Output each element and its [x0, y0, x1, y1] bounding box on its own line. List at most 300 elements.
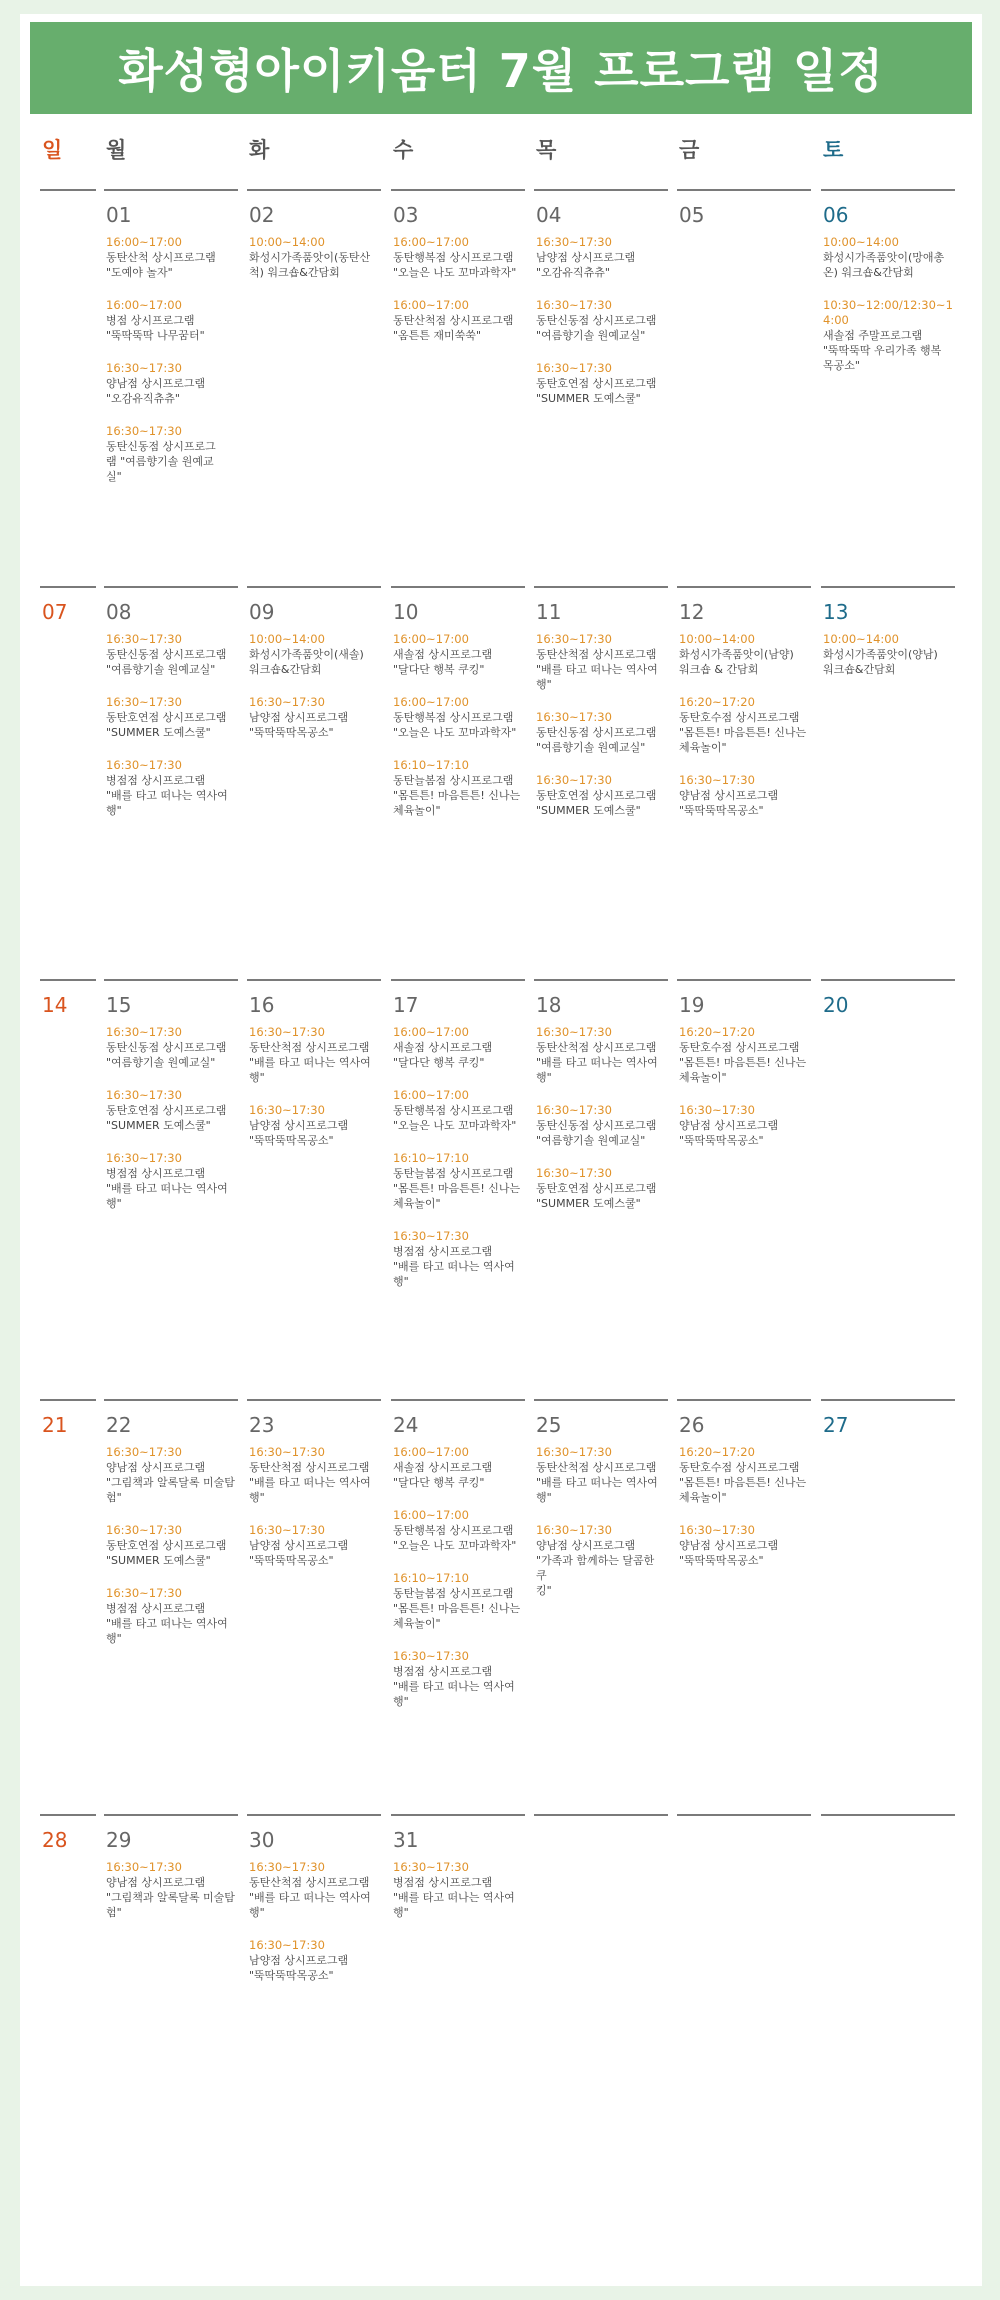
event-item: [106, 1151, 238, 1211]
event-item: [536, 1166, 668, 1211]
event-name: 화성시가족품앗이(새솔) 워크숍&간담회: [249, 648, 364, 676]
event-item: [823, 235, 955, 280]
event-time: 10:00~14:00: [823, 632, 899, 646]
event-time: 16:30~17:30: [106, 1445, 182, 1459]
day-divider: [677, 189, 811, 191]
event-time: 16:00~17:00: [393, 1445, 469, 1459]
event-item: [106, 298, 238, 343]
event-time: 16:30~17:30: [106, 361, 182, 375]
day-divider: [821, 586, 955, 588]
day-divider: [391, 1814, 525, 1816]
event-item: [393, 1088, 525, 1133]
event-time: 16:30~17:30: [106, 632, 182, 646]
calendar-grid: [20, 14, 982, 2286]
day-divider: [677, 1814, 811, 1816]
day-number: 01: [106, 203, 132, 227]
event-name: 병점점 상시프로그램 "배를 타고 떠나는 역사여행": [106, 1602, 228, 1645]
day-divider: [104, 189, 238, 191]
event-item: [536, 773, 668, 818]
event-name: 동탄늘봄점 상시프로그램 "몸튼튼! 마음튼튼! 신나는 체육놀이": [393, 1587, 521, 1630]
event-time: 16:30~17:30: [249, 1523, 325, 1537]
event-name: 남양점 상시프로그램 "뚝딱뚝딱목공소": [249, 1954, 349, 1982]
event-time: 16:30~17:30: [536, 235, 612, 249]
day-number: 02: [249, 203, 275, 227]
event-name: 병점점 상시프로그램 "배를 타고 떠나는 역사여행": [393, 1665, 515, 1708]
event-time: 16:30~17:30: [536, 1445, 612, 1459]
event-time: 16:30~17:30: [249, 1025, 325, 1039]
event-list: [106, 1025, 238, 1229]
day-divider: [391, 189, 525, 191]
event-time: 10:00~14:00: [249, 235, 325, 249]
day-number: 07: [42, 600, 68, 624]
event-item: [536, 632, 668, 692]
event-time: 16:30~17:30: [106, 1523, 182, 1537]
weekday-label: 금: [679, 138, 700, 162]
event-time: 16:30~17:30: [106, 1088, 182, 1102]
event-name: 동탄신동점 상시프로그 램 "여름향기솔 원예교 실": [106, 440, 216, 483]
event-item: [106, 1586, 238, 1646]
day-cell: [40, 586, 96, 971]
day-divider: [247, 189, 381, 191]
event-time: 16:30~17:30: [106, 1151, 182, 1165]
event-name: 새솔점 주말프로그램 "뚝딱뚝딱 우리가족 행복 목공소": [823, 329, 942, 372]
event-time: 16:30~17:30: [536, 1103, 612, 1117]
event-list: [249, 1860, 381, 2001]
event-item: [393, 695, 525, 740]
event-list: [679, 632, 811, 836]
event-time: 16:00~17:00: [106, 235, 182, 249]
event-name: 동탄행복점 상시프로그램 "오늘은 나도 꼬마과학자": [393, 711, 517, 739]
day-cell: [391, 1814, 525, 2214]
event-list: [679, 1445, 811, 1586]
event-time: 16:00~17:00: [393, 632, 469, 646]
day-number: 28: [42, 1828, 68, 1852]
day-cell: [247, 189, 381, 579]
event-item: [393, 1445, 525, 1490]
day-number: 11: [536, 600, 562, 624]
event-time: 16:00~17:00: [393, 1508, 469, 1522]
event-list: [106, 235, 238, 502]
event-time: 16:00~17:00: [393, 695, 469, 709]
day-cell: [821, 1814, 955, 2214]
day-divider: [677, 586, 811, 588]
event-item: [536, 710, 668, 755]
day-divider: [247, 1814, 381, 1816]
day-cell: [104, 1814, 238, 2214]
event-time: 16:30~17:30: [106, 1860, 182, 1874]
event-time: 16:30~17:30: [679, 773, 755, 787]
day-number: 04: [536, 203, 562, 227]
event-name: 동탄호연점 상시프로그램 "SUMMER 도예스쿨": [106, 711, 227, 739]
day-cell: [40, 979, 96, 1389]
page-title: 화성형아이키움터 7월 프로그램 일정: [118, 44, 884, 98]
day-divider: [40, 1814, 96, 1816]
event-item: [106, 1860, 238, 1920]
event-name: 화성시가족품앗이(양남) 워크숍&간담회: [823, 648, 938, 676]
event-time: 16:30~17:30: [249, 695, 325, 709]
day-number: 30: [249, 1828, 275, 1852]
event-time: 16:30~17:30: [536, 361, 612, 375]
event-item: [249, 1860, 381, 1920]
event-list: [249, 1025, 381, 1166]
day-number: 27: [823, 1413, 849, 1437]
day-cell: [104, 586, 238, 971]
day-divider: [534, 189, 668, 191]
event-name: 동탄신동점 상시프로그램 "여름향기솔 원예교실": [106, 1041, 227, 1069]
event-time: 16:30~17:30: [536, 1166, 612, 1180]
day-number: 23: [249, 1413, 275, 1437]
day-cell: [391, 979, 525, 1389]
day-cell: [677, 189, 811, 579]
day-cell: [104, 979, 238, 1389]
day-cell: [40, 189, 96, 579]
day-divider: [534, 586, 668, 588]
event-name: 새솔점 상시프로그램 "달다단 행복 쿠킹": [393, 1461, 493, 1489]
day-cell: [534, 189, 668, 579]
event-name: 동탄호연점 상시프로그램 "SUMMER 도예스쿨": [536, 1182, 657, 1210]
event-item: [679, 1523, 811, 1568]
event-name: 동탄산척점 상시프로그램 "배를 타고 떠나는 역사여행": [536, 1041, 658, 1084]
event-name: 동탄산척점 상시프로그램 "배를 타고 떠나는 역사여행": [536, 648, 658, 691]
event-time: 16:30~17:30: [536, 1025, 612, 1039]
event-item: [679, 695, 811, 755]
day-divider: [247, 586, 381, 588]
day-divider: [821, 1814, 955, 1816]
event-time: 16:30~17:30: [679, 1523, 755, 1537]
event-name: 동탄신동점 상시프로그램 "여름향기솔 원예교실": [536, 1119, 657, 1147]
event-time: 16:00~17:00: [393, 1088, 469, 1102]
event-time: 10:00~14:00: [823, 235, 899, 249]
day-number: 13: [823, 600, 849, 624]
event-item: [393, 1649, 525, 1709]
event-name: 병점점 상시프로그램 "배를 타고 떠나는 역사여행": [106, 1167, 228, 1210]
event-item: [249, 1025, 381, 1085]
event-list: [823, 632, 955, 695]
event-item: [106, 235, 238, 280]
event-name: 동탄호연점 상시프로그램 "SUMMER 도예스쿨": [536, 789, 657, 817]
day-divider: [391, 586, 525, 588]
event-name: 동탄행복점 상시프로그램 "오늘은 나도 꼬마과학자": [393, 251, 517, 279]
day-divider: [677, 979, 811, 981]
event-item: [393, 1508, 525, 1553]
day-cell: [247, 1399, 381, 1804]
day-number: 06: [823, 203, 849, 227]
day-number: 24: [393, 1413, 419, 1437]
day-cell: [821, 189, 955, 579]
event-name: 새솔점 상시프로그램 "달다단 행복 쿠킹": [393, 1041, 493, 1069]
event-name: 양남점 상시프로그램 "가족과 함께하는 달콤한 쿠 킹": [536, 1539, 655, 1597]
event-item: [536, 298, 668, 343]
event-item: [106, 1445, 238, 1505]
event-item: [823, 298, 955, 373]
day-number: 21: [42, 1413, 68, 1437]
event-name: 동탄산척점 상시프로그램 "옴튼튼 재미쑥쑥": [393, 314, 514, 342]
event-name: 양남점 상시프로그램 "오감유직츄츄": [106, 377, 206, 405]
day-divider: [534, 1814, 668, 1816]
day-cell: [821, 979, 955, 1389]
day-cell: [677, 1814, 811, 2214]
event-time: 16:10~17:10: [393, 758, 469, 772]
day-number: 18: [536, 993, 562, 1017]
event-name: 남양점 상시프로그램 "오감유직츄츄": [536, 251, 636, 279]
event-time: 16:20~17:20: [679, 1445, 755, 1459]
event-item: [106, 758, 238, 818]
day-number: 05: [679, 203, 705, 227]
event-time: 16:30~17:30: [249, 1445, 325, 1459]
event-time: 16:30~17:30: [106, 1586, 182, 1600]
day-divider: [104, 1399, 238, 1401]
day-cell: [677, 1399, 811, 1804]
weekday-label: 일: [42, 138, 63, 162]
event-time: 16:30~17:30: [536, 298, 612, 312]
day-divider: [104, 979, 238, 981]
event-time: 16:30~17:30: [393, 1229, 469, 1243]
event-list: [106, 1860, 238, 1938]
day-divider: [534, 979, 668, 981]
event-name: 동탄신동점 상시프로그램 "여름향기솔 원예교실": [536, 726, 657, 754]
weekday-label: 화: [249, 138, 270, 162]
event-list: [249, 632, 381, 758]
event-item: [536, 1445, 668, 1505]
event-item: [106, 1025, 238, 1070]
event-name: 양남점 상시프로그램 "뚝딱뚝딱목공소": [679, 1539, 779, 1567]
event-list: [393, 1860, 525, 1938]
event-item: [393, 235, 525, 280]
event-name: 동탄호연점 상시프로그램 "SUMMER 도예스쿨": [536, 377, 657, 405]
event-name: 동탄늘봄점 상시프로그램 "몸튼튼! 마음튼튼! 신나는 체육놀이": [393, 774, 521, 817]
event-time: 16:20~17:20: [679, 1025, 755, 1039]
day-number: 08: [106, 600, 132, 624]
event-name: 동탄행복점 상시프로그램 "오늘은 나도 꼬마과학자": [393, 1104, 517, 1132]
event-item: [393, 1229, 525, 1289]
event-name: 병점점 상시프로그램 "배를 타고 떠나는 역사여행": [106, 774, 228, 817]
event-time: 16:30~17:30: [249, 1938, 325, 1952]
day-cell: [40, 1399, 96, 1804]
day-divider: [247, 979, 381, 981]
event-list: [536, 1025, 668, 1229]
day-number: 09: [249, 600, 275, 624]
event-item: [249, 1938, 381, 1983]
event-item: [536, 1025, 668, 1085]
event-item: [393, 1151, 525, 1211]
day-cell: [104, 1399, 238, 1804]
event-name: 동탄산척점 상시프로그램 "배를 타고 떠나는 역사여행": [249, 1041, 371, 1084]
day-number: 22: [106, 1413, 132, 1437]
event-time: 10:00~14:00: [249, 632, 325, 646]
event-name: 양남점 상시프로그램 "그림책과 알록달록 미술탐험": [106, 1876, 235, 1919]
event-list: [393, 1445, 525, 1727]
event-time: 16:30~17:30: [106, 758, 182, 772]
calendar-page: [20, 14, 982, 2286]
day-number: 26: [679, 1413, 705, 1437]
event-name: 동탄호연점 상시프로그램 "SUMMER 도예스쿨": [106, 1104, 227, 1132]
event-name: 동탄늘봄점 상시프로그램 "몸튼튼! 마음튼튼! 신나는 체육놀이": [393, 1167, 521, 1210]
day-number: 17: [393, 993, 419, 1017]
event-list: [536, 1445, 668, 1616]
event-time: 16:00~17:00: [393, 235, 469, 249]
day-number: 03: [393, 203, 419, 227]
event-item: [249, 1445, 381, 1505]
day-cell: [247, 586, 381, 971]
weekday-label: 월: [106, 138, 127, 162]
day-divider: [104, 1814, 238, 1816]
event-time: 16:10~17:10: [393, 1571, 469, 1585]
event-list: [106, 1445, 238, 1664]
event-name: 양남점 상시프로그램 "뚝딱뚝딱목공소": [679, 789, 779, 817]
day-cell: [534, 1399, 668, 1804]
event-time: 10:00~14:00: [679, 632, 755, 646]
day-number: 20: [823, 993, 849, 1017]
event-name: 동탄산척 상시프로그램 "도예야 놀자": [106, 251, 216, 279]
event-time: 16:30~17:30: [536, 1523, 612, 1537]
event-time: 16:00~17:00: [393, 298, 469, 312]
day-cell: [821, 586, 955, 971]
day-divider: [821, 979, 955, 981]
day-number: 12: [679, 600, 705, 624]
day-divider: [40, 1399, 96, 1401]
event-item: [679, 1025, 811, 1085]
event-name: 병점점 상시프로그램 "배를 타고 떠나는 역사여행": [393, 1245, 515, 1288]
event-list: [393, 1025, 525, 1307]
day-divider: [534, 1399, 668, 1401]
day-divider: [40, 189, 96, 191]
event-name: 양남점 상시프로그램 "뚝딱뚝딱목공소": [679, 1119, 779, 1147]
event-item: [536, 361, 668, 406]
day-number: 19: [679, 993, 705, 1017]
event-item: [679, 632, 811, 677]
event-name: 남양점 상시프로그램 "뚝딱뚝딱목공소": [249, 1119, 349, 1147]
event-name: 병점 상시프로그램 "뚝딱뚝딱 나무꿈터": [106, 314, 205, 342]
event-item: [679, 1103, 811, 1148]
event-name: 병점점 상시프로그램 "배를 타고 떠나는 역사여행": [393, 1876, 515, 1919]
event-item: [536, 1103, 668, 1148]
event-time: 16:00~17:00: [106, 298, 182, 312]
event-item: [823, 632, 955, 677]
day-divider: [821, 189, 955, 191]
event-time: 16:30~17:30: [536, 773, 612, 787]
event-item: [249, 1103, 381, 1148]
event-time: 16:30~17:30: [106, 1025, 182, 1039]
day-divider: [247, 1399, 381, 1401]
day-cell: [391, 189, 525, 579]
event-name: 새솔점 상시프로그램 "달다단 행복 쿠킹": [393, 648, 493, 676]
day-divider: [104, 586, 238, 588]
event-time: 10:30~12:00/12:30~1 4:00: [823, 298, 953, 327]
event-item: [393, 632, 525, 677]
event-time: 16:30~17:30: [106, 424, 182, 438]
event-time: 16:30~17:30: [106, 695, 182, 709]
event-name: 동탄호수점 상시프로그램 "몸튼튼! 마음튼튼! 신나는 체육놀이": [679, 711, 807, 754]
day-cell: [534, 586, 668, 971]
day-divider: [391, 979, 525, 981]
event-item: [393, 1571, 525, 1631]
event-list: [536, 235, 668, 424]
day-divider: [391, 1399, 525, 1401]
day-number: 29: [106, 1828, 132, 1852]
event-item: [393, 298, 525, 343]
event-list: [679, 1025, 811, 1166]
event-item: [679, 773, 811, 818]
day-cell: [821, 1399, 955, 1804]
day-divider: [40, 586, 96, 588]
day-cell: [677, 586, 811, 971]
day-cell: [247, 1814, 381, 2214]
event-name: 동탄신동점 상시프로그램 "여름향기솔 원예교실": [536, 314, 657, 342]
event-item: [249, 695, 381, 740]
day-cell: [104, 189, 238, 579]
event-name: 동탄산척점 상시프로그램 "배를 타고 떠나는 역사여행": [249, 1461, 371, 1504]
event-list: [393, 235, 525, 361]
event-name: 남양점 상시프로그램 "뚝딱뚝딱목공소": [249, 711, 349, 739]
event-item: [679, 1445, 811, 1505]
event-name: 화성시가족품앗이(망애총 온) 워크숍&간담회: [823, 251, 945, 279]
event-time: 16:30~17:30: [393, 1649, 469, 1663]
event-item: [106, 695, 238, 740]
event-name: 동탄호수점 상시프로그램 "몸튼튼! 마음튼튼! 신나는 체육놀이": [679, 1041, 807, 1084]
event-item: [106, 361, 238, 406]
day-cell: [40, 1814, 96, 2214]
event-time: 16:30~17:30: [393, 1860, 469, 1874]
event-item: [393, 1025, 525, 1070]
day-divider: [40, 979, 96, 981]
event-time: 16:30~17:30: [249, 1103, 325, 1117]
weekday-label: 목: [536, 138, 557, 162]
day-divider: [821, 1399, 955, 1401]
day-divider: [677, 1399, 811, 1401]
event-name: 동탄호연점 상시프로그램 "SUMMER 도예스쿨": [106, 1539, 227, 1567]
event-item: [249, 1523, 381, 1568]
event-list: [249, 1445, 381, 1586]
event-time: 16:10~17:10: [393, 1151, 469, 1165]
event-list: [249, 235, 381, 298]
day-cell: [391, 586, 525, 971]
day-cell: [534, 979, 668, 1389]
event-name: 동탄산척점 상시프로그램 "배를 타고 떠나는 역사여행": [536, 1461, 658, 1504]
event-item: [106, 1523, 238, 1568]
event-item: [393, 758, 525, 818]
event-name: 동탄신동점 상시프로그램 "여름향기솔 원예교실": [106, 648, 227, 676]
event-item: [249, 235, 381, 280]
event-item: [106, 1088, 238, 1133]
day-number: 14: [42, 993, 68, 1017]
day-cell: [677, 979, 811, 1389]
day-number: 25: [536, 1413, 562, 1437]
event-item: [393, 1860, 525, 1920]
event-name: 화성시가족품앗이(동탄산 척) 워크숍&간담회: [249, 251, 371, 279]
day-number: 16: [249, 993, 275, 1017]
event-list: [106, 632, 238, 836]
day-cell: [534, 1814, 668, 2214]
event-name: 동탄호수점 상시프로그램 "몸튼튼! 마음튼튼! 신나는 체육놀이": [679, 1461, 807, 1504]
day-cell: [247, 979, 381, 1389]
event-item: [106, 424, 238, 484]
weekday-label: 수: [393, 138, 414, 162]
event-list: [393, 632, 525, 836]
event-item: [536, 1523, 668, 1598]
event-name: 화성시가족품앗이(남양) 워크숍 & 간담회: [679, 648, 794, 676]
event-list: [536, 632, 668, 836]
event-name: 동탄행복점 상시프로그램 "오늘은 나도 꼬마과학자": [393, 1524, 517, 1552]
event-name: 동탄산척점 상시프로그램 "배를 타고 떠나는 역사여행": [249, 1876, 371, 1919]
event-list: [823, 235, 955, 391]
day-number: 31: [393, 1828, 419, 1852]
event-time: 16:30~17:30: [679, 1103, 755, 1117]
event-name: 양남점 상시프로그램 "그림책과 알록달록 미술탐험": [106, 1461, 235, 1504]
event-time: 16:20~17:20: [679, 695, 755, 709]
event-time: 16:30~17:30: [536, 710, 612, 724]
day-number: 10: [393, 600, 419, 624]
event-item: [106, 632, 238, 677]
